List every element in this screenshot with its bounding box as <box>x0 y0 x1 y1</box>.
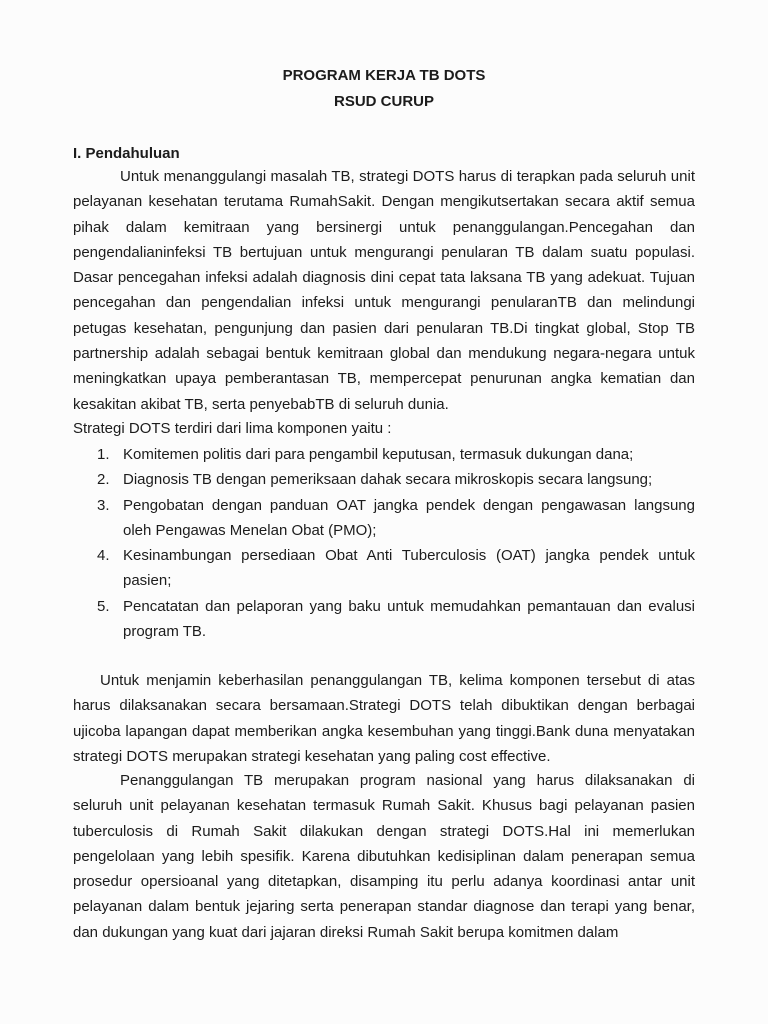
list-item <box>73 467 695 492</box>
document-subtitle: RSUD CURUP <box>333 93 434 110</box>
list-item-number: 3. <box>97 496 110 514</box>
list-item-number: 2. <box>97 471 110 489</box>
list-item-number: 4. <box>97 547 110 565</box>
paragraph-implementation: Untuk menjamin keberhasilan penanggulangan TB, kelima komponen tersebut di atas harus dilaksanakan secara bersamaan.Strategi DOTS telah dibuktikan dengan berbagai ujicoba lapangan dapat memberikan angka kesembuhan yang tinggi.Bank duna menyatakan strategi DOTS merupakan strategi kesehatan yang paling cost effective. <box>73 672 695 765</box>
list-item <box>73 442 695 467</box>
list-intro: Strategi DOTS terdiri dari lima komponen yaitu : <box>73 420 392 437</box>
document-title: PROGRAM KERJA TB DOTS <box>282 67 486 84</box>
list-item-text: Komitemen politis dari para pengambil keputusan, termasuk dukungan dana; <box>123 446 634 463</box>
list-item-text: Kesinambungan persediaan Obat Anti Tuberculosis (OAT) jangka pendek untuk pasien; <box>123 547 695 590</box>
list-item-text: Diagnosis TB dengan pemeriksaan dahak secara mikroskopis secara langsung; <box>123 471 653 489</box>
dots-components-list <box>73 442 695 644</box>
paragraph-introduction: Untuk menanggulangi masalah TB, strategi DOTS harus di terapkan pada seluruh unit pelayanan kesehatan terutama RumahSakit. Dengan mengikutsertakan secara aktif semua pihak dalam kemitraan yang bersinergi untuk penanggulangan.Pencegahan dan pengendalianinfeksi TB bertujuan untuk mengurangi penularan TB dalam suatu populasi. Dasar pencegahan infeksi adalah diagnosis dini cepat tata laksana TB yang adekuat. Tujuan pencegahan dan pengendalian infeksi untuk mengurangi penularanTB dan melindungi petugas kesehatan, pengunjung dan pasien dari penularan TB.Di tingkat global, Stop TB partnership adalah sebagai bentuk kemitraan global dan mendukung negara-negara untuk meningkatkan upaya pemberantasan TB, mempercepat penurunan angka kematian dan kesakitan akibat TB, serta penyebabTB di seluruh dunia. <box>73 168 695 413</box>
list-item-number: 5. <box>97 597 110 615</box>
list-item-text: Pengobatan dengan panduan OAT jangka pendek dengan pengawasan langsung oleh Pengawas Menelan Obat (PMO); <box>123 496 695 539</box>
list-item <box>73 493 695 544</box>
list-item-number: 1. <box>97 446 110 463</box>
section-heading: I. Pendahuluan <box>73 145 180 162</box>
list-item <box>73 543 695 594</box>
list-item-text: Pencatatan dan pelaporan yang baku untuk memudahkan pemantauan dan evalusi program TB. <box>123 597 695 641</box>
list-item <box>73 594 695 645</box>
paragraph-national-program: Penanggulangan TB merupakan program nasional yang harus dilaksanakan di seluruh unit pelayanan kesehatan termasuk Rumah Sakit. Khusus bagi pelayanan pasien tuberculosis di Rumah Sakit dilakukan dengan strategi DOTS.Hal ini memerlukan pengelolaan yang lebih spesifik. Karena dibutuhkan kedisiplinan dalam penerapan semua prosedur opersioanal yang ditetapkan, disamping itu perlu adanya koordinasi antar unit pelayanan dalam bentuk jejaring serta penerapan standar diagnose dan terapi yang benar, dan dukungan yang kuat dari jajaran direksi Rumah Sakit berupa komitmen dalam <box>73 772 695 941</box>
